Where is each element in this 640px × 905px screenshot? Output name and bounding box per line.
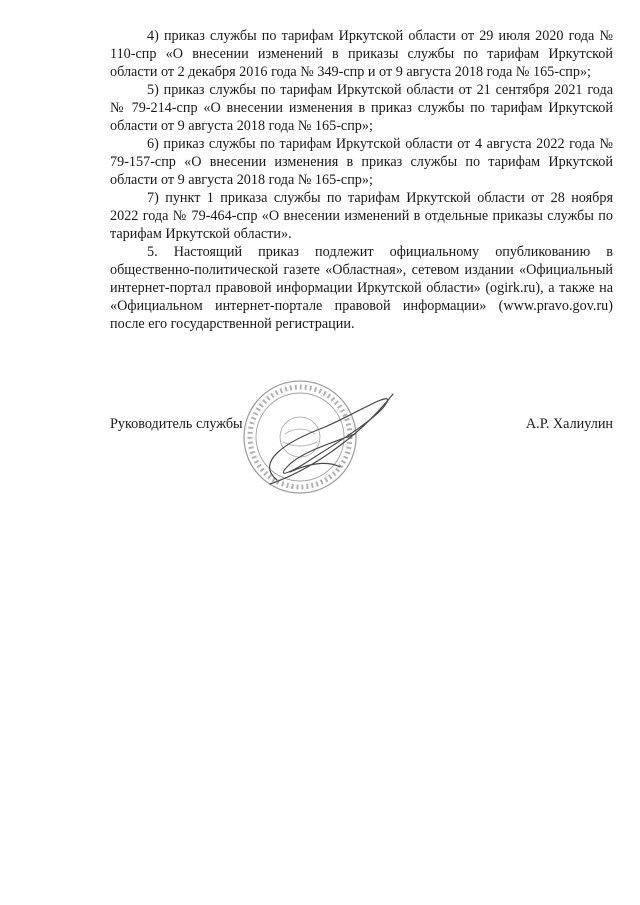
paragraph-item-5: 5) приказ службы по тарифам Иркутской области от 21 сентября 2021 года № 79-214-спр «О внесении изменения в приказ службы по тарифам Иркутской области от 9 августа 2018 года № 165-спр»; — [110, 82, 613, 134]
signatory-name: А.Р. Халиулин — [525, 416, 613, 432]
signature-row — [110, 415, 613, 435]
paragraph-clause-5: 5. Настоящий приказ подлежит официальному опубликованию в общественно-политической газете «Областная», сетевом издании «Официальный интернет-портал правовой информации Иркутской области» (ogirk.ru), а также на «Официальном интернет-портале правовой информации» (www.pravo.gov.ru) после его государственной регистрации. — [110, 244, 613, 332]
paragraph-item-7: 7) пункт 1 приказа службы по тарифам Иркутской области от 28 ноября 2022 года № 79-464-спр «О внесении изменений в отдельные приказы службы по тарифам Иркутской области». — [110, 190, 613, 242]
paragraph-item-6: 6) приказ службы по тарифам Иркутской области от 4 августа 2022 года № 79-157-спр «О внесении изменения в приказ службы по тарифам Иркутской области от 9 августа 2018 года № 165-спр»; — [110, 136, 613, 188]
signatory-position: Руководитель службы — [110, 416, 243, 432]
paragraph-item-4: 4) приказ службы по тарифам Иркутской области от 29 июля 2020 года № 110-спр «О внесении изменений в приказы службы по тарифам Иркутской области от 2 декабря 2016 года № 349-спр и от 9 августа 2018 года № 165-спр»; — [110, 28, 613, 80]
document-body — [110, 27, 613, 333]
